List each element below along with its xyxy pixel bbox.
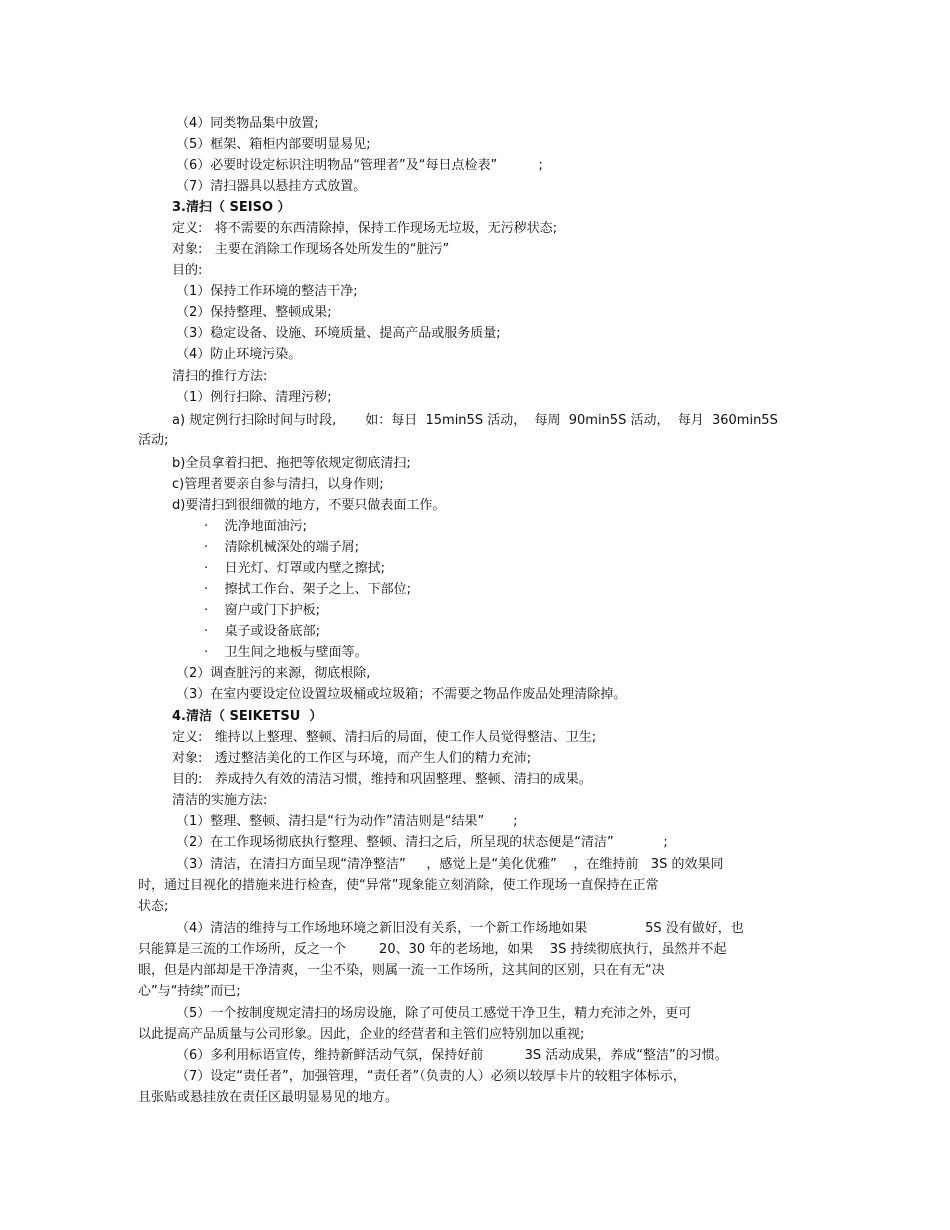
text-line: 以此提高产品质量与公司形象。因此，企业的经营者和主管们应特别加以重视; (138, 1027, 585, 1042)
text-line: b)全员拿着扫把、拖把等依规定彻底清扫; (172, 456, 411, 471)
text-line: a) 规定例行扫除时间与时段, 如：每日 15min5S 活动， 每周 90min5S 活动， 每月 360min5S (172, 413, 778, 428)
text-line: （6）多利用标语宣传，维持新鲜活动气氛，保持好前 3S 活动成果，养成“整洁”的习惯。 (176, 1048, 728, 1063)
text-line: （2）保持整理、整顿成果; (176, 305, 332, 320)
list-item: · 日光灯、灯罩或内壁之擦拭; (204, 561, 386, 576)
text-line: （2）调查脏污的来源，彻底根除, (176, 666, 371, 681)
text-line: 状态; (138, 899, 169, 914)
text-line: （3）稳定设备、设施、环境质量、提高产品或服务质量; (176, 326, 501, 341)
text-line: （4）防止环境污染。 (176, 347, 302, 362)
text-line: （3）在室内要设定位设置垃圾桶或垃圾箱；不需要之物品作废品处理清除掉。 (176, 687, 627, 702)
list-item: · 窗户或门下护板; (204, 603, 321, 618)
text-line: （4）同类物品集中放置; (176, 116, 319, 131)
text-line: 清洁的实施方法: (172, 793, 268, 808)
text-line: 对象: 主要在消除工作现场各处所发生的“脏污” (172, 242, 450, 257)
text-line: （1）整理、整顿、清扫是“行为动作”清洁则是“结果” ; (176, 814, 518, 829)
text-line: （5）框架、箱柜内部要明显易见; (176, 137, 371, 152)
text-line: （2）在工作现场彻底执行整理、整顿、清扫之后，所呈现的状态便是“清洁” ; (176, 835, 668, 850)
section-heading: 3.清扫（ SEISO ） (172, 200, 291, 215)
text-line: 时，通过目视化的措施来进行检查，使“异常”现象能立刻消除，使工作现场一直保持在正常 (138, 878, 659, 893)
list-item: · 桌子或设备底部; (204, 624, 321, 639)
text-line: （7）清扫器具以悬挂方式放置。 (176, 179, 367, 194)
list-item: · 清除机械深处的端子屑; (204, 540, 360, 555)
text-line: 活动; (138, 433, 169, 448)
text-line: （7）设定“责任者”，加强管理，“责任者”（负责的人）必须以较厚卡片的较粗字体标示， (176, 1069, 686, 1084)
text-line: 定义: 将不需要的东西清除掉，保持工作现场无垃圾，无污秽状态; (172, 221, 558, 236)
list-item: · 擦拭工作台、架子之上、下部位; (204, 582, 412, 597)
text-line: （1）保持工作环境的整洁干净; (176, 284, 358, 299)
text-line: 清扫的推行方法: (172, 369, 268, 384)
text-line: 目的: 养成持久有效的清洁习惯，维持和巩固整理、整顿、清扫的成果。 (172, 772, 592, 787)
text-line: 目的: (172, 263, 203, 278)
text-line: （6）必要时设定标识注明物品“管理者”及“每日点检表” ; (176, 158, 543, 173)
list-item: · 卫生间之地板与壁面等。 (204, 645, 368, 660)
list-item: · 洗净地面油污; (204, 519, 308, 534)
section-heading: 4.清洁（ SEIKETSU ） (172, 709, 323, 724)
text-line: 定义: 维持以上整理、整顿、清扫后的局面，使工作人员觉得整洁、卫生; (172, 730, 597, 745)
text-line: 对象: 透过整洁美化的工作区与环境，而产生人们的精力充沛; (172, 751, 532, 766)
text-line: 眼，但是内部却是干净清爽，一尘不染，则属一流一工作场所，这其间的区别，只在有无“决 (138, 963, 665, 978)
text-line: 心”与“持续”而已; (138, 984, 241, 999)
text-line: 且张贴或悬挂放在责任区最明显易见的地方。 (138, 1090, 399, 1105)
text-line: （5）一个按制度规定清扫的场房设施，除了可使员工感觉干净卫生，精力充沛之外，更可 (176, 1006, 692, 1021)
text-line: c)管理者要亲自参与清扫，以身作则; (172, 477, 384, 492)
text-line: 只能算是三流的工作场所，反之一个 20、30 年的老场地，如果 3S 持续彻底执行，虽然并不起 (138, 942, 727, 957)
text-line: （4）清洁的维持与工作场地环境之新旧没有关系，一个新工作场地如果 5S 没有做好，也 (176, 921, 744, 936)
text-line: d)要清扫到很细微的地方，不要只做表面工作。 (172, 498, 446, 513)
text-line: （3）清洁，在清扫方面呈现“清净整洁” ，感觉上是“美化优雅” ，在维持前 3S 的效果同 (176, 857, 724, 872)
text-line: （1）例行扫除、清理污秽; (176, 390, 332, 405)
